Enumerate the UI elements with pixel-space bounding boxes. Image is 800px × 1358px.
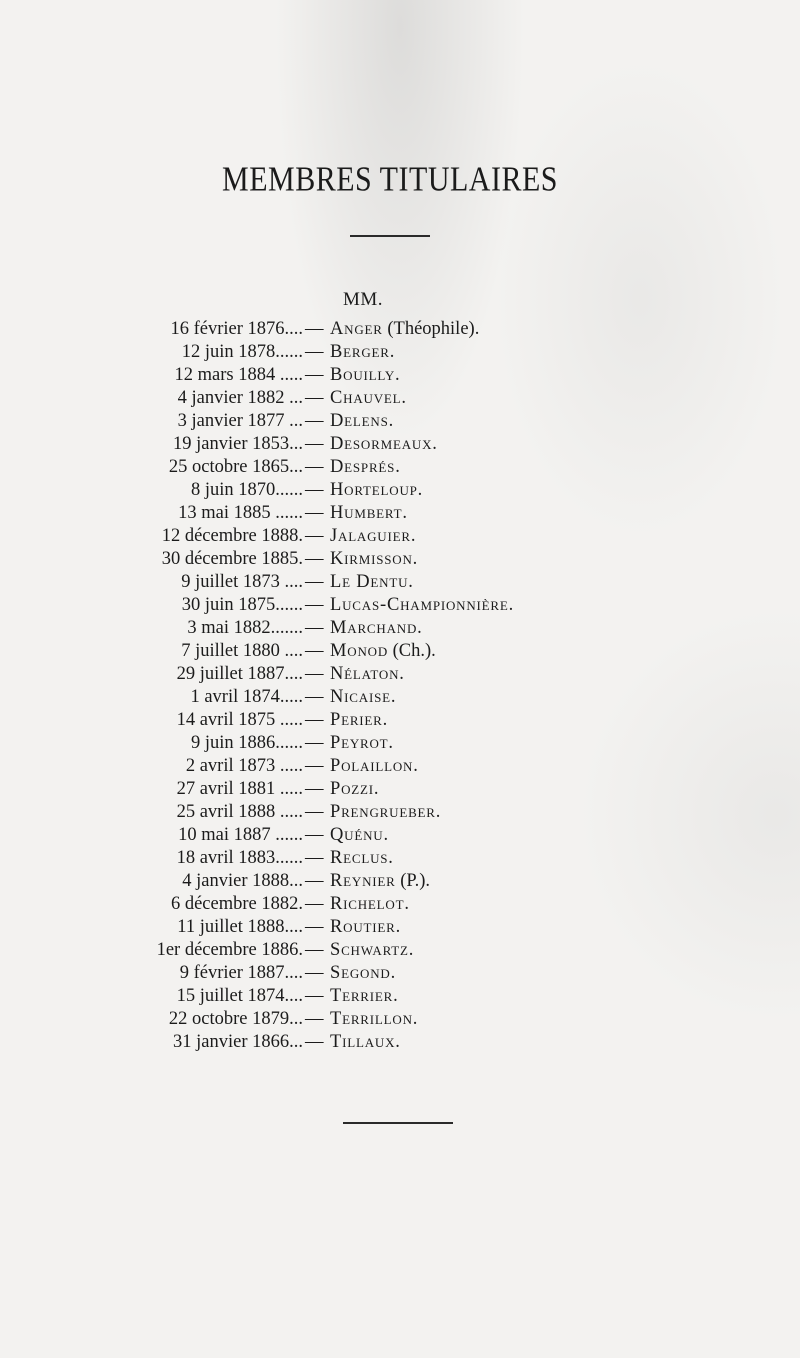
member-dash: — (305, 940, 324, 960)
member-name: Terrillon. (330, 1009, 419, 1029)
member-date: 6 décembre 1882. (170, 894, 303, 914)
member-date: 1er décembre 1886. (156, 940, 303, 960)
member-row (0, 962, 800, 985)
member-name: Quénu. (330, 825, 389, 845)
member-date: 9 février 1887.... (179, 963, 303, 983)
member-list (0, 318, 800, 1054)
page-title: MEMBRES TITULAIRES (222, 160, 558, 199)
member-name-wrap (330, 617, 423, 640)
member-dash: — (305, 1032, 324, 1052)
member-name: Peyrot. (330, 733, 394, 753)
member-row (0, 732, 800, 755)
member-name: Chauvel. (330, 388, 407, 408)
member-name-wrap (330, 870, 430, 893)
member-date: 4 janvier 1888... (182, 871, 303, 891)
member-row (0, 916, 800, 939)
member-row (0, 548, 800, 571)
member-dash: — (305, 365, 324, 385)
member-name: Marchand. (330, 618, 423, 638)
member-row (0, 479, 800, 502)
member-dash: — (305, 457, 324, 477)
member-row (0, 847, 800, 870)
member-name-wrap (330, 824, 389, 847)
member-dash: — (305, 641, 324, 661)
member-date: 1 avril 1874..... (190, 687, 303, 707)
member-row (0, 594, 800, 617)
member-name-wrap (330, 755, 419, 778)
member-row (0, 893, 800, 916)
member-dash: — (305, 618, 324, 638)
member-name: Berger. (330, 342, 396, 362)
member-dash: — (305, 480, 324, 500)
member-date: 30 décembre 1885. (161, 549, 303, 569)
member-name: Richelot. (330, 894, 410, 914)
member-name-suffix: (Théophile). (382, 319, 480, 339)
member-date: 10 mai 1887 ...... (178, 825, 303, 845)
member-row (0, 1031, 800, 1054)
member-name: Pozzi. (330, 779, 380, 799)
member-name-wrap (330, 732, 394, 755)
member-name: Prengrueber. (330, 802, 442, 822)
member-date: 3 mai 1882....... (187, 618, 303, 638)
member-dash: — (305, 986, 324, 1006)
member-row (0, 1008, 800, 1031)
member-date: 13 mai 1885 ...... (178, 503, 303, 523)
member-name: Kirmisson. (330, 549, 419, 569)
member-name-wrap (330, 594, 514, 617)
member-name: Jalaguier. (330, 526, 417, 546)
member-date: 29 juillet 1887.... (176, 664, 303, 684)
member-dash: — (305, 756, 324, 776)
member-name-wrap (330, 709, 388, 732)
member-date: 25 octobre 1865... (168, 457, 303, 477)
member-name: Humbert. (330, 503, 408, 523)
member-row (0, 640, 800, 663)
member-name-wrap (330, 548, 418, 571)
member-name-wrap (330, 847, 394, 870)
member-date: 4 janvier 1882 ... (177, 388, 303, 408)
member-dash: — (305, 319, 324, 339)
member-row (0, 985, 800, 1008)
member-dash: — (305, 503, 324, 523)
member-dash: — (305, 411, 324, 431)
member-name: Schwartz. (330, 940, 415, 960)
member-name-wrap (330, 433, 438, 456)
member-name: Nicaise. (330, 687, 397, 707)
member-name: Desormeaux. (330, 434, 438, 454)
member-date: 3 janvier 1877 ... (177, 411, 303, 431)
member-row (0, 318, 800, 341)
member-dash: — (305, 549, 324, 569)
member-row (0, 801, 800, 824)
member-date: 12 juin 1878...... (181, 342, 303, 362)
member-row (0, 824, 800, 847)
member-date: 25 avril 1888 ..... (176, 802, 303, 822)
member-dash: — (305, 848, 324, 868)
member-row (0, 410, 800, 433)
member-name-suffix: (P.). (395, 871, 431, 891)
member-date: 22 octobre 1879... (168, 1009, 303, 1029)
member-name: Reynier (330, 871, 396, 891)
member-row (0, 870, 800, 893)
member-name-wrap (330, 962, 396, 985)
member-name-wrap (330, 479, 423, 502)
member-name: Nélaton. (330, 664, 405, 684)
member-date: 16 février 1876.... (170, 319, 303, 339)
member-date: 14 avril 1875 ..... (176, 710, 303, 730)
member-dash: — (305, 733, 324, 753)
member-name: Routier. (330, 917, 402, 937)
member-dash: — (305, 917, 324, 937)
member-dash: — (305, 779, 324, 799)
member-name-wrap (330, 1031, 401, 1054)
member-name-wrap (330, 893, 410, 916)
member-row (0, 502, 800, 525)
member-name: Monod (330, 641, 389, 661)
member-dash: — (305, 434, 324, 454)
member-dash: — (305, 687, 324, 707)
member-dash: — (305, 664, 324, 684)
member-row (0, 755, 800, 778)
member-name: Segond. (330, 963, 397, 983)
member-name-wrap (330, 387, 407, 410)
member-row (0, 387, 800, 410)
member-name-wrap (330, 939, 414, 962)
member-dash: — (305, 802, 324, 822)
member-name-wrap (330, 364, 400, 387)
member-name: Lucas-Championnière. (330, 595, 515, 615)
member-dash: — (305, 963, 324, 983)
member-row (0, 709, 800, 732)
member-dash: — (305, 526, 324, 546)
member-name-wrap (330, 801, 441, 824)
member-name-wrap (330, 640, 436, 663)
member-row (0, 778, 800, 801)
member-row (0, 571, 800, 594)
member-row (0, 456, 800, 479)
mm-heading: MM. (343, 289, 384, 310)
member-name-wrap (330, 525, 416, 548)
member-date: 27 avril 1881 ..... (176, 779, 303, 799)
member-dash: — (305, 388, 324, 408)
member-date: 31 janvier 1866... (173, 1032, 303, 1052)
member-date: 11 juillet 1888.... (177, 917, 303, 937)
member-name: Perier. (330, 710, 389, 730)
member-row (0, 364, 800, 387)
member-name: Anger (330, 319, 383, 339)
member-date: 9 juillet 1873 .... (181, 572, 303, 592)
member-date: 9 juin 1886...... (190, 733, 303, 753)
member-date: 15 juillet 1874.... (176, 986, 303, 1006)
member-name: Tillaux. (330, 1032, 401, 1052)
member-row (0, 939, 800, 962)
member-row (0, 686, 800, 709)
member-dash: — (305, 595, 324, 615)
member-name-wrap (330, 571, 414, 594)
member-dash: — (305, 342, 324, 362)
member-date: 19 janvier 1853... (173, 434, 303, 454)
member-date: 8 juin 1870...... (190, 480, 303, 500)
member-row (0, 433, 800, 456)
member-row (0, 663, 800, 686)
member-date: 2 avril 1873 ..... (185, 756, 303, 776)
member-date: 18 avril 1883...... (176, 848, 303, 868)
member-name-wrap (330, 318, 479, 341)
member-row (0, 617, 800, 640)
member-dash: — (305, 572, 324, 592)
member-dash: — (305, 710, 324, 730)
member-name-wrap (330, 916, 401, 939)
member-name: Horteloup. (330, 480, 424, 500)
member-date: 7 juillet 1880 .... (181, 641, 303, 661)
member-name: Després. (330, 457, 401, 477)
member-name-wrap (330, 502, 408, 525)
member-name: Polaillon. (330, 756, 419, 776)
member-dash: — (305, 1009, 324, 1029)
member-name: Bouilly. (330, 365, 401, 385)
member-row (0, 341, 800, 364)
member-row (0, 525, 800, 548)
member-name: Le Dentu. (330, 572, 414, 592)
member-name-wrap (330, 778, 379, 801)
bottom-divider (343, 1122, 453, 1124)
member-name-wrap (330, 456, 401, 479)
member-name-wrap (330, 686, 396, 709)
member-name-suffix: (Ch.). (388, 641, 436, 661)
member-name-wrap (330, 1008, 418, 1031)
member-name-wrap (330, 341, 395, 364)
member-name-wrap (330, 410, 394, 433)
member-name: Reclus. (330, 848, 394, 868)
member-dash: — (305, 894, 324, 914)
top-divider (350, 235, 430, 237)
member-name-wrap (330, 663, 405, 686)
member-dash: — (305, 871, 324, 891)
member-date: 30 juin 1875...... (181, 595, 303, 615)
member-name: Terrier. (330, 986, 399, 1006)
member-dash: — (305, 825, 324, 845)
member-date: 12 mars 1884 ..... (174, 365, 303, 385)
member-name-wrap (330, 985, 399, 1008)
member-name: Delens. (330, 411, 395, 431)
member-date: 12 décembre 1888. (161, 526, 303, 546)
